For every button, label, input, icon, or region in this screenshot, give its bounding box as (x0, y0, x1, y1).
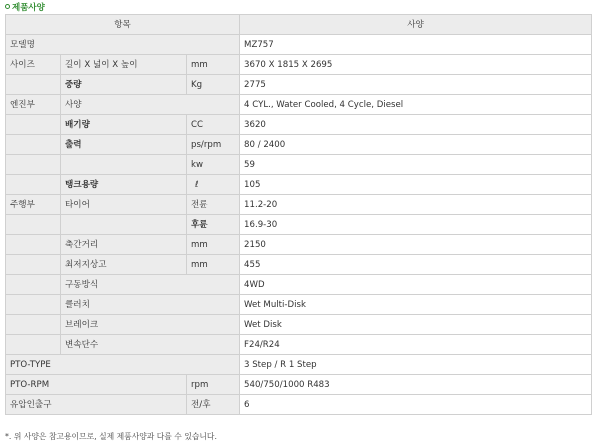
section-heading (5, 2, 45, 14)
row-unit: kw (187, 155, 240, 175)
row-label: 사양 (61, 95, 240, 115)
row-value: 4 CYL., Water Cooled, 4 Cycle, Diesel (240, 95, 592, 115)
row-label: 모델명 (6, 35, 240, 55)
header-item: 항목 (6, 15, 240, 35)
table-header-row (6, 15, 592, 35)
row-unit: mm (187, 255, 240, 275)
row-value: Wet Multi-Disk (240, 295, 592, 315)
group-cell (6, 115, 61, 135)
row-value: 3 Step / R 1 Step (240, 355, 592, 375)
row-label-empty (61, 155, 187, 175)
row-unit: ℓ (187, 175, 240, 195)
row-value: 2150 (240, 235, 592, 255)
table-row (6, 35, 592, 55)
row-value: Wet Disk (240, 315, 592, 335)
group-cell (6, 75, 61, 95)
row-unit: Kg (187, 75, 240, 95)
row-value: 3670 X 1815 X 2695 (240, 55, 592, 75)
row-label: 타이어 (61, 195, 187, 215)
group-cell (6, 295, 61, 315)
group-cell (6, 235, 61, 255)
row-value: 4WD (240, 275, 592, 295)
row-unit: 전/후 (187, 395, 240, 415)
row-unit: mm (187, 235, 240, 255)
table-row (6, 55, 592, 75)
row-label: 유압인출구 (6, 395, 187, 415)
group-cell (6, 155, 61, 175)
table-row (6, 155, 592, 175)
row-label: 배기량 (61, 115, 187, 135)
group-cell (6, 175, 61, 195)
row-value: 2775 (240, 75, 592, 95)
table-row (6, 235, 592, 255)
row-value: 3620 (240, 115, 592, 135)
row-label: 출력 (61, 135, 187, 155)
table-row (6, 375, 592, 395)
row-label: 축간거리 (61, 235, 187, 255)
spec-table (5, 14, 592, 415)
row-unit: mm (187, 55, 240, 75)
row-label: PTO-TYPE (6, 355, 240, 375)
row-label: 길이 X 넓이 X 높이 (61, 55, 187, 75)
row-value: 540/750/1000 R483 (240, 375, 592, 395)
row-value: 16.9-30 (240, 215, 592, 235)
row-unit: rpm (187, 375, 240, 395)
table-row (6, 135, 592, 155)
row-label: 구동방식 (61, 275, 240, 295)
table-row (6, 395, 592, 415)
row-value: F24/R24 (240, 335, 592, 355)
row-label-empty (61, 215, 187, 235)
group-label: 사이즈 (6, 55, 61, 75)
group-cell (6, 275, 61, 295)
table-row (6, 255, 592, 275)
table-row (6, 75, 592, 95)
row-unit: 후륜 (187, 215, 240, 235)
table-row (6, 275, 592, 295)
row-value: 105 (240, 175, 592, 195)
group-cell (6, 335, 61, 355)
group-label: 주행부 (6, 195, 61, 215)
table-row (6, 215, 592, 235)
row-label: 클러치 (61, 295, 240, 315)
table-row (6, 295, 592, 315)
row-unit: ps/rpm (187, 135, 240, 155)
row-value: 80 / 2400 (240, 135, 592, 155)
group-cell (6, 255, 61, 275)
row-value: 6 (240, 395, 592, 415)
group-cell (6, 215, 61, 235)
row-value: 59 (240, 155, 592, 175)
row-unit: 전륜 (187, 195, 240, 215)
table-row (6, 95, 592, 115)
row-value: 11.2-20 (240, 195, 592, 215)
table-row (6, 335, 592, 355)
table-row (6, 175, 592, 195)
footnote: *. 위 사양은 참고용이므로, 실제 제품사양과 다를 수 있습니다. (5, 432, 217, 441)
row-unit: CC (187, 115, 240, 135)
row-label: 최저지상고 (61, 255, 187, 275)
table-row (6, 115, 592, 135)
row-label: 브레이크 (61, 315, 240, 335)
table-row (6, 195, 592, 215)
circle-bullet-icon (5, 4, 10, 9)
table-row (6, 315, 592, 335)
row-label: 중량 (61, 75, 187, 95)
row-value: 455 (240, 255, 592, 275)
group-cell (6, 315, 61, 335)
row-label: PTO-RPM (6, 375, 187, 395)
row-label: 변속단수 (61, 335, 240, 355)
section-title: 제품사양 (12, 3, 45, 13)
header-spec: 사양 (240, 15, 592, 35)
row-label: 탱크용량 (61, 175, 187, 195)
group-cell (6, 135, 61, 155)
table-row (6, 355, 592, 375)
row-value: MZ757 (240, 35, 592, 55)
group-label: 엔진부 (6, 95, 61, 115)
